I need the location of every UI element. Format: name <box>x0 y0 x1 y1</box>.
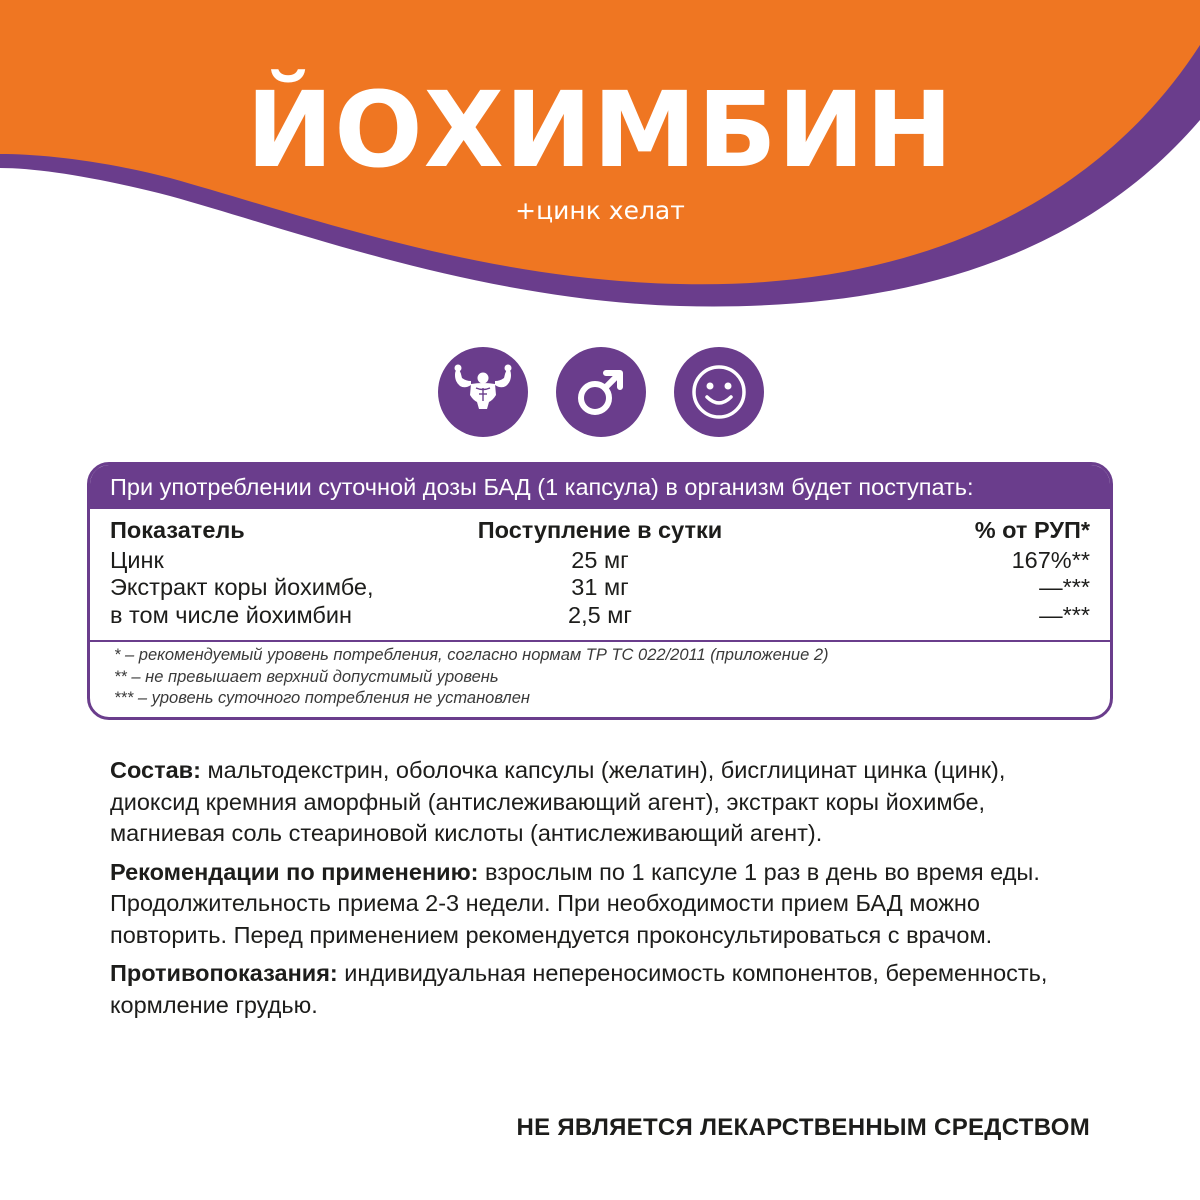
footnote: *** – уровень суточного потребления не установлен <box>114 689 530 707</box>
table-row-amount: 2,5 мг <box>568 602 632 628</box>
composition-paragraph <box>110 755 1070 850</box>
product-description <box>110 755 1070 1028</box>
column-header-percent: % от РУП* <box>974 517 1090 543</box>
table-row-amount: 31 мг <box>571 574 629 600</box>
contraindications-label: Противопоказания: <box>110 960 338 986</box>
muscle-icon <box>438 347 528 437</box>
table-row-percent: —*** <box>1039 602 1090 628</box>
nutrition-table <box>90 509 1110 641</box>
product-subtitle: +цинк хелат <box>515 196 685 225</box>
info-box-divider <box>90 640 1110 642</box>
info-box-heading: При употреблении суточной дозы БАД (1 капсула) в организм будет поступать: <box>90 465 1110 509</box>
recommendations-label: Рекомендации по применению: <box>110 858 479 885</box>
table-row-name: в том числе йохимбин <box>110 602 352 628</box>
table-row-percent: —*** <box>1039 574 1090 600</box>
table-row-name: Экстракт коры йохимбе, <box>110 574 374 600</box>
column-header-indicator: Показатель <box>110 517 245 543</box>
product-title: ЙОХИМБИН <box>246 69 954 191</box>
composition-text: мальтодекстрин, оболочка капсулы (желатин), бисглицинат цинка (цинк), диоксид кремния аморфный (антислеживающий агент), экстракт коры йохимбе, магниевая соль стеариновой кислоты (антислеживающий агент). <box>110 757 1006 846</box>
contraindications-text: индивидуальная непереносимость компонентов, беременность, кормление грудью. <box>110 960 1048 1018</box>
table-row-percent: 167%** <box>1011 547 1090 573</box>
contraindications-paragraph <box>110 958 1070 1021</box>
column-header-daily-intake: Поступление в сутки <box>477 517 723 543</box>
footnotes <box>114 645 829 710</box>
recommendations-paragraph <box>110 857 1070 952</box>
disclaimer: НЕ ЯВЛЯЕТСЯ ЛЕКАРСТВЕННЫМ СРЕДСТВОМ <box>516 1114 1090 1141</box>
benefit-icons <box>0 347 1200 437</box>
male-symbol-icon <box>556 347 646 437</box>
footnote: * – рекомендуемый уровень потребления, согласно нормам ТР ТС 022/2011 (приложение 2) <box>114 646 829 664</box>
table-row-name: Цинк <box>110 547 164 573</box>
smiley-icon <box>674 347 764 437</box>
table-row-amount: 25 мг <box>571 547 629 573</box>
footnote: ** – не превышает верхний допустимый уровень <box>114 667 499 686</box>
recommendations-text: взрослым по 1 капсуле 1 раз в день во время еды. Продолжительность приема 2-3 недели. При необходимости прием БАД можно повторить. Перед применением рекомендуется проконсультироваться с врачом. <box>110 858 1040 948</box>
nutrition-info-box <box>87 462 1113 720</box>
composition-label: Состав: <box>110 757 201 783</box>
